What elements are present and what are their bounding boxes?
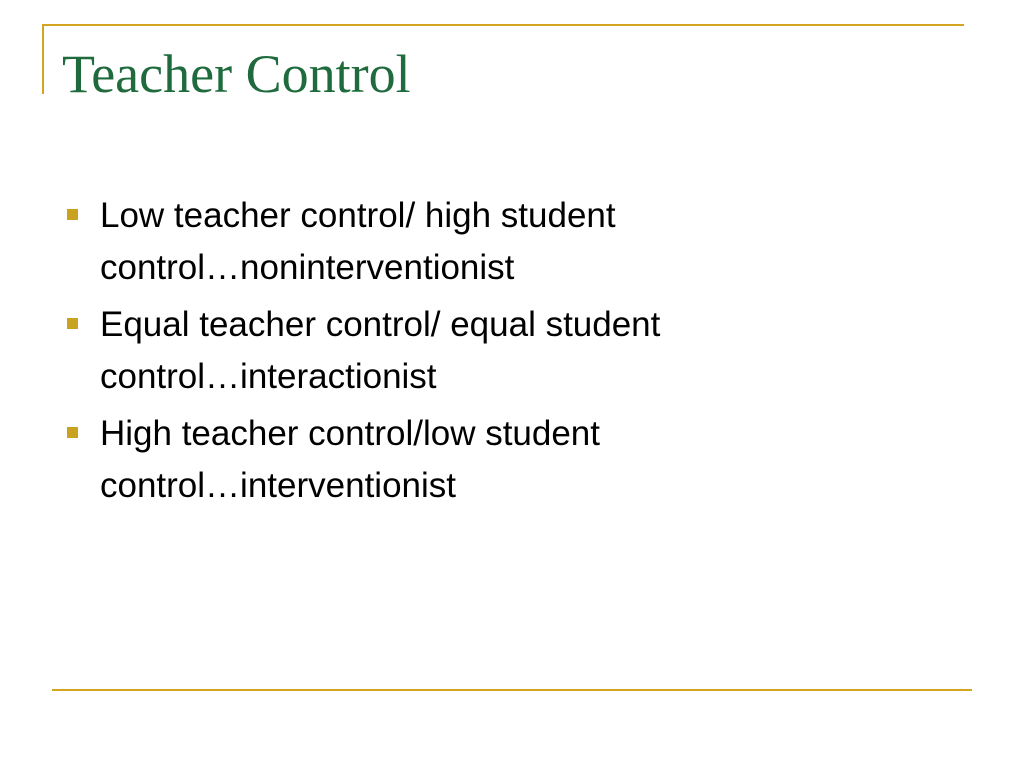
bullet-text-line-2: control…noninterventionist — [100, 248, 515, 287]
bullet-item-noninterventionist — [62, 190, 942, 294]
bullet-item-interactionist — [62, 299, 942, 403]
square-bullet-icon — [67, 209, 78, 220]
bullet-text-line-2: control…interactionist — [100, 357, 437, 396]
bullet-text-line-1: Low teacher control/ high student — [100, 196, 616, 235]
slide-title: Teacher Control — [62, 44, 411, 104]
top-gold-rule — [42, 24, 964, 26]
bottom-gold-rule — [52, 689, 972, 691]
left-gold-rule — [42, 24, 44, 94]
bullet-text-line-1: High teacher control/low student — [100, 414, 600, 453]
bullet-list — [62, 190, 942, 517]
square-bullet-icon — [67, 318, 78, 329]
bullet-item-interventionist — [62, 408, 942, 512]
bullet-text-line-2: control…interventionist — [100, 466, 456, 505]
square-bullet-icon — [67, 427, 78, 438]
bullet-text-line-1: Equal teacher control/ equal student — [100, 305, 661, 344]
